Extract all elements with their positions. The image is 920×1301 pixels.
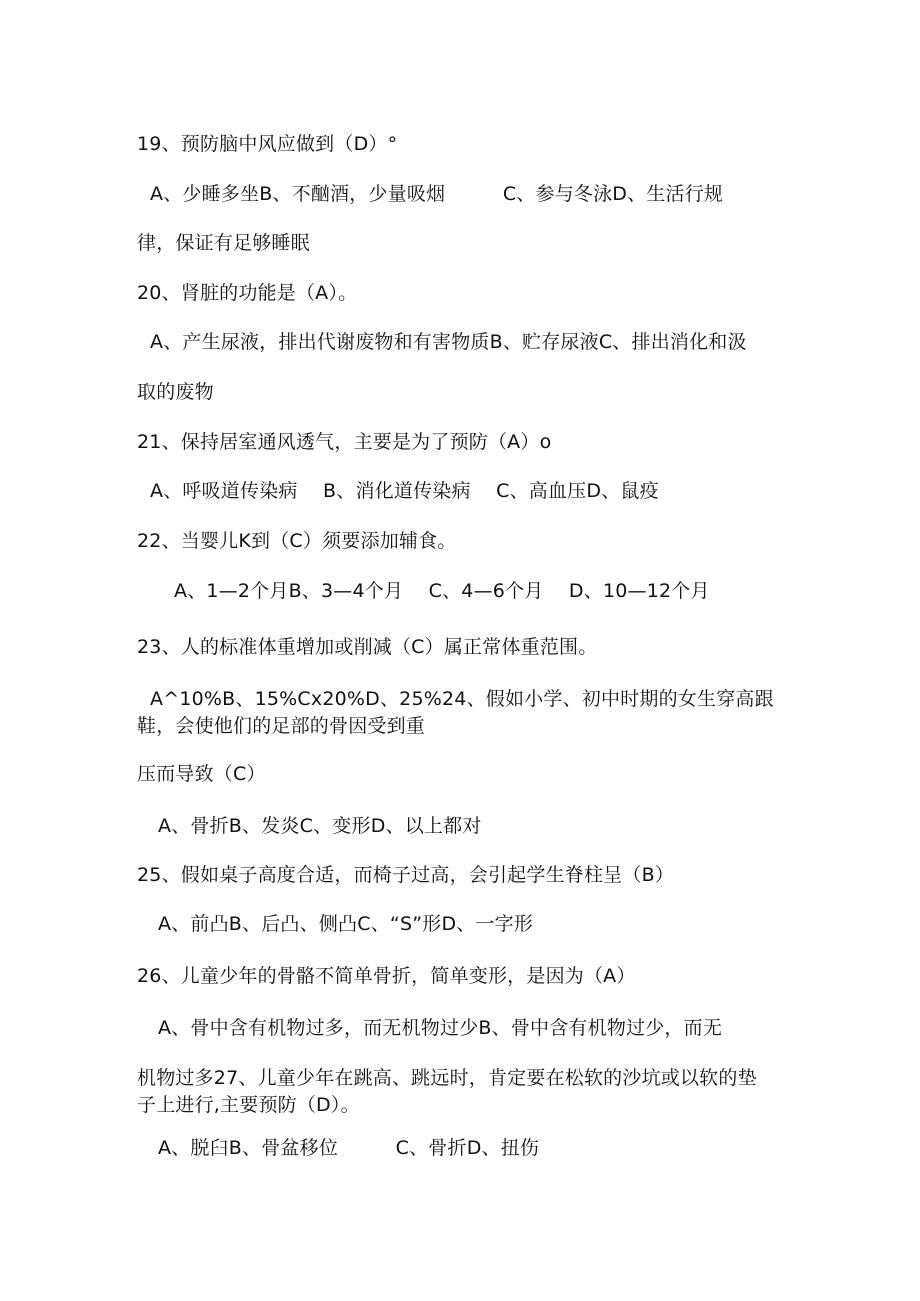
question-24-cont-2: 压而导致（C） — [137, 763, 266, 785]
question-19-options: A、少睡多坐B、不酗酒，少量吸烟 C、参与冬泳D、生活行规 — [150, 183, 724, 205]
question-20-options-cont: 取的废物 — [137, 381, 214, 403]
question-19: 19、预防脑中风应做到（D）° — [137, 133, 398, 155]
question-21: 21、保持居室通风透气，主要是为了预防（A）o — [137, 431, 552, 453]
question-23: 23、人的标准体重增加或削减（C）属正常体重范围。 — [137, 636, 598, 658]
question-24-options: A、骨折B、发炎C、变形D、以上都对 — [158, 815, 482, 837]
question-25: 25、假如桌子高度合适，而椅子过高，会引起学生脊柱呈（B） — [137, 864, 675, 886]
question-21-options: A、呼吸道传染病 B、消化道传染病 C、高血压D、鼠疫 — [150, 480, 659, 502]
question-22-options: A、1—2个月B、3—4个月 C、4—6个月 D、10—12个月 — [174, 580, 710, 602]
question-19-options-cont: 律，保证有足够睡眠 — [137, 232, 310, 254]
question-26-options: A、骨中含有机物过多，而无机物过少B、骨中含有机物过少，而无 — [158, 1017, 723, 1039]
question-26-options-and-27: 机物过多27、儿童少年在跳高、跳远时，肯定要在松软的沙坑或以软的垫 — [137, 1067, 757, 1089]
question-27-cont: 子上进行,主要预防（D）。 — [137, 1094, 360, 1116]
question-23-options-and-24: A^10%B、15%Cx20%D、25%24、假如小学、初中时期的女生穿高跟 — [150, 688, 774, 710]
question-26: 26、儿童少年的骨骼不简单骨折，简单变形，是因为（A） — [137, 965, 636, 987]
question-20: 20、肾脏的功能是（A）。 — [137, 282, 358, 304]
question-20-options: A、产生尿液，排出代谢废物和有害物质B、贮存尿液C、排出消化和汲 — [150, 331, 747, 353]
question-27-options: A、脱臼B、骨盆移位 C、骨折D、扭伤 — [158, 1137, 540, 1159]
question-22: 22、当婴儿K到（C）须要添加辅食。 — [137, 530, 457, 552]
question-25-options: A、前凸B、后凸、侧凸C、“S”形D、一字形 — [158, 913, 534, 935]
question-24-cont: 鞋，会使他们的足部的骨因受到重 — [137, 715, 426, 737]
